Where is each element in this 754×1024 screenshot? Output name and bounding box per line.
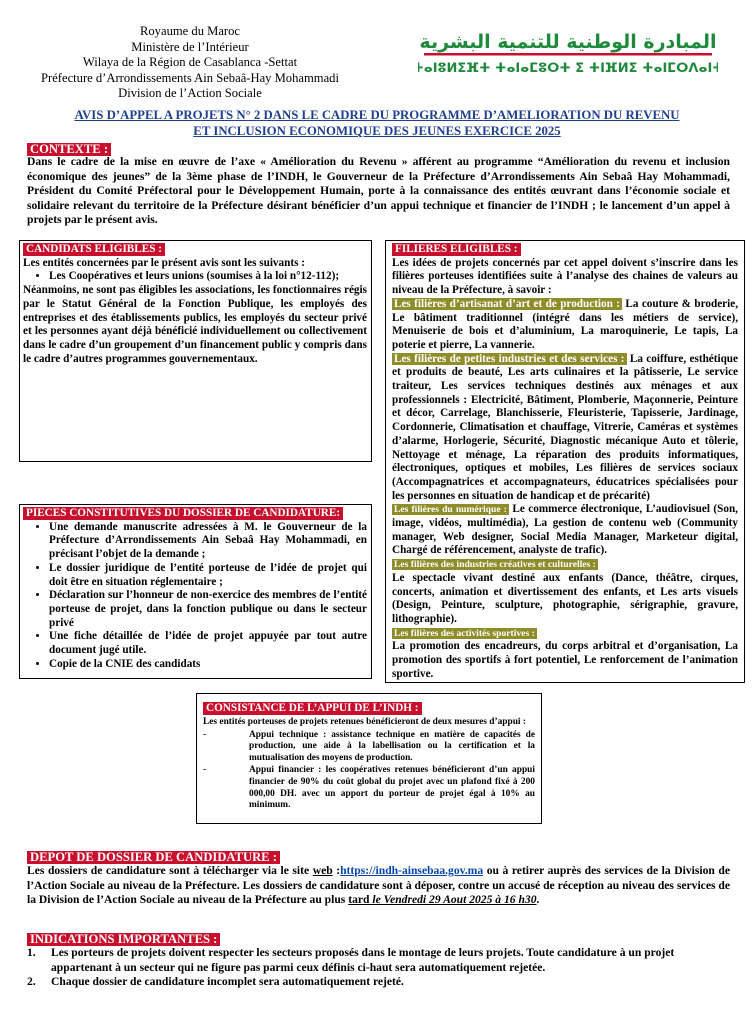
contexte-heading: CONTEXTE : bbox=[27, 143, 111, 156]
title-line-2: ET INCLUSION ECONOMIQUE DES JEUNES EXERCICE 2025 bbox=[193, 124, 561, 138]
list-item: • Une fiche détaillée de l’idée de projet appuyée par tout autre document jugé utile. bbox=[49, 630, 367, 657]
header-line: Ministère de l’Intérieur bbox=[131, 39, 249, 54]
list-item: • Copie de la CNIE des candidats bbox=[49, 658, 367, 672]
depot-text bbox=[27, 864, 730, 908]
pieces-box bbox=[19, 504, 372, 679]
filiere-title: Les filières de petites industries et des services : bbox=[394, 352, 625, 365]
list-item bbox=[27, 975, 730, 990]
filiere-item bbox=[392, 558, 738, 627]
filiere-item bbox=[392, 298, 738, 353]
indications-heading: INDICATIONS IMPORTANTES : bbox=[27, 933, 220, 946]
page-title bbox=[18, 107, 736, 139]
pieces-heading: PIECES CONSTITUTIVES DU DOSSIER DE CANDIDATURE: bbox=[23, 507, 343, 520]
consistance-box bbox=[196, 693, 542, 824]
candidats-intro: Les entités concernées par le présent avis sont les suivants : bbox=[23, 256, 305, 269]
indications-label bbox=[27, 932, 220, 947]
deadline: le Vendredi 29 Aout 2025 à 16 h30 bbox=[369, 893, 537, 907]
depot-text-b: ou à retirer auprès des services de la Division de l’Action Sociale au niveau de la Préfecture. Les dossiers de candidature sont à déposer, contre un accusé de réception au niveau des services de la Division de l’Action Sociale au niveau de la Préfecture au plus bbox=[27, 864, 730, 907]
header-line: Division de l’Action Sociale bbox=[118, 86, 262, 101]
indh-logo bbox=[418, 26, 718, 78]
filiere-text: La promotion des encadreurs, du corps arbitral et d’organisation, La promotion des sportifs à fort potentiel, Le renforcement de l’animation sportive. bbox=[392, 640, 738, 680]
contexte-text: Dans le cadre de la mise en œuvre de l’axe « Amélioration du Revenu » afférent au programme “Amélioration du revenu et inclusion économique des jeunes” de la 3ème phase de l’INDH, le Gouverneur de la Préfecture d’Arrondissements Ain Sebaâ Hay Mohammadi, Président du Comité Préfectoral pour le Développement Humain, porte à la connaissance des entités œuvrant dans l’économie sociale et solidaire relevant du territoire de la Préfecture désirant bénéficier d’un appui technique et financier de l’INDH ; le lancement d’un appel à projets par le présent avis. bbox=[27, 155, 730, 227]
list-item: • Une demande manuscrite adressées à M. le Gouverneur de la Préfecture d’Arrondissements Ain Sebaâ Hay Mohammadi, en précisant l’objet de la demande ; bbox=[49, 521, 367, 562]
depot-label bbox=[27, 850, 280, 865]
filiere-item bbox=[392, 503, 738, 558]
svg-text:المبادرة الوطنية للتنمية البشر: المبادرة الوطنية للتنمية البشرية bbox=[419, 31, 717, 53]
filiere-title: Les filières des activités sportives : bbox=[394, 627, 535, 639]
title-line-1: AVIS D’APPEL A PROJETS N° 2 DANS LE CADRE DU PROGRAMME D’AMELIORATION DU REVENU bbox=[74, 108, 680, 122]
pieces-list bbox=[23, 521, 367, 672]
filieres-intro: Les idées de projets concernés par cet appel doivent s’inscrire dans les filières porteuses identifiées suite à l’analyse des chaines de valeurs au niveau de la Préfecture, à savoir : bbox=[392, 256, 738, 297]
filiere-item bbox=[392, 627, 738, 682]
candidats-heading: CANDIDATS ELIGIBLES : bbox=[23, 243, 165, 256]
indh-logo-graphic bbox=[418, 26, 718, 78]
consistance-item bbox=[203, 730, 535, 765]
filiere-text: La coiffure, esthétique et produits de beauté, Les arts culinaires et la pâtisserie, Le service traiteur, Les services techniques destinés aux ménages et aux professionnels : Electricité, Bâtiment, Plomberie, Maçonnerie, Peinture et décor, Carrelage, Blanchisserie, Fleuristerie, Tapisserie, Jardinage, Cordonnerie, Climatisation et chauffage, Vitrerie, Caméras et systèmes d’alarme, Horlogerie, Sécurité, Diagnostic mécanique Auto et tôlerie, Nettoyage et ménage, La réparation des produits informatiques, électroniques, optiques et mobiles, Les filières de services sociaux (Accompagnatrices et accompagnateurs, éducatrices spécialisées pour les personnes en situation de handicap et de précarité) bbox=[392, 352, 738, 502]
candidats-box bbox=[19, 240, 372, 462]
header-line: Préfecture d’Arrondissements Ain Sebaâ-Hay Mohammadi bbox=[41, 70, 339, 85]
candidats-list bbox=[23, 270, 367, 284]
consistance-intro: Les entités porteuses de projets retenues bénéficieront de deux mesures d’appui : bbox=[203, 717, 526, 727]
consistance-item bbox=[203, 765, 535, 811]
indications-list bbox=[27, 946, 730, 990]
filieres-heading: FILIERES ELIGIBLES : bbox=[392, 243, 521, 256]
filiere-title: Les filières d’artisanat d’art et de production : bbox=[394, 297, 620, 310]
dash: - bbox=[203, 765, 207, 776]
item-number: 1. bbox=[27, 946, 36, 959]
consistance-heading: CONSISTANCE DE L’APPUI DE L’INDH : bbox=[203, 702, 422, 715]
item-number: 2. bbox=[27, 975, 36, 989]
list-item: • Les Coopératives et leurs unions (soumises à la loi n°12-112); bbox=[49, 270, 367, 284]
administrative-header bbox=[20, 24, 360, 102]
filiere-title: Les filières du numérique : bbox=[394, 504, 507, 516]
dash: - bbox=[203, 729, 207, 740]
web-word: web bbox=[312, 864, 333, 877]
depot-sep: : bbox=[332, 864, 341, 877]
list-item bbox=[27, 946, 730, 975]
filieres-box bbox=[385, 240, 745, 683]
filiere-text: Le commerce électronique, L’audiovisuel (Son, image, vidéos, multimédia), La gestion de contenu web (Community manager, Web designer, Social Media Manager, Marketeur digital, Chargé de référencement, analyste de trafic). bbox=[392, 503, 738, 557]
header-line: Wilaya de la Région de Casablanca -Settat bbox=[82, 55, 298, 70]
consistance-item-text: Appui technique : assistance technique en matière de capacités de production, une aide à la labellisation ou la certification et la mutualisation des moyens de production. bbox=[249, 729, 535, 763]
filiere-title: Les filières des industries créatives et culturelles : bbox=[394, 559, 596, 571]
depot-text-a: Les dossiers de candidature sont à télécharger via le site bbox=[27, 864, 313, 877]
filiere-item bbox=[392, 353, 738, 504]
filiere-text: La couture & broderie, Le bâtiment traditionnel (intégré dans les métiers de service), Menuiserie de bois et d’aluminium, La maroquinerie, Le tapis, La poterie et pierre, La vannerie. bbox=[392, 297, 738, 351]
consistance-item-text: Appui financier : les coopératives retenues bénéficieront d’un appui financier de 90% du coût global du projet avec un plafond fixé à 200 000,00 DH. avec un apport du porteur de projet égal à 10% au minimum. bbox=[249, 765, 535, 811]
header-line: Royaume du Maroc bbox=[139, 24, 241, 38]
site-link[interactable]: https://indh-ainsebaa.gov.ma bbox=[340, 864, 484, 877]
list-item: • Déclaration sur l’honneur de non-exercice des membres de l’entité porteuse de projet, dans la fonction publique ou dans le secteur privé bbox=[49, 589, 367, 630]
item-text: Chaque dossier de candidature incomplet sera automatiquement rejeté. bbox=[51, 975, 404, 989]
depot-heading: DEPOT DE DOSSIER DE CANDIDATURE : bbox=[27, 851, 280, 864]
candidats-text: Néanmoins, ne sont pas éligibles les associations, les fonctionnaires régis par le Statut Général de la Fonction Publique, les employés des entreprises et des établissements publics, les employés du secteur privé et les personnes ayant déjà bénéficié individuellement ou collectivement dans le cadre d’un groupement d’un financement public y compris dans le cadre d’autres programmes gouvernementaux. bbox=[23, 284, 367, 365]
item-text: Les porteurs de projets doivent respecter les secteurs proposés dans le montage de leurs projets. Toute candidature à un projet appartenant à un secteur qui ne figure pas parmi ceux définis ci-haut sera automatiquement rejetée. bbox=[51, 946, 675, 974]
depot-end: . bbox=[536, 893, 540, 907]
filiere-text: Le spectacle vivant destiné aux enfants (Dance, théâtre, cirques, concerts, animation et divertissement des enfants, et Les arts visuels (Design, Peinture, sculpture, photographie, sérigraphie, gravure, lithographie). bbox=[392, 571, 738, 625]
list-item: • Le dossier juridique de l’entité porteuse de l’idée de projet qui doit être en situation réglementaire ; bbox=[49, 562, 367, 589]
svg-text:ⵜⴰⵏⵓⵍⵉⴼⵜ ⵜⴰⵏⴰⵎⵓⵔⵜ ⵉ ⵜⵏⴼⵍⵉ ⵜⴰⵏⵎ: ⵜⴰⵏⵓⵍⵉⴼⵜ ⵜⴰⵏⴰⵎⵓⵔⵜ ⵉ ⵜⵏⴼⵍⵉ ⵜⴰⵏⵎⵔⴷⴰⵏⵜ bbox=[418, 61, 718, 76]
tard-word: tard bbox=[348, 893, 370, 907]
